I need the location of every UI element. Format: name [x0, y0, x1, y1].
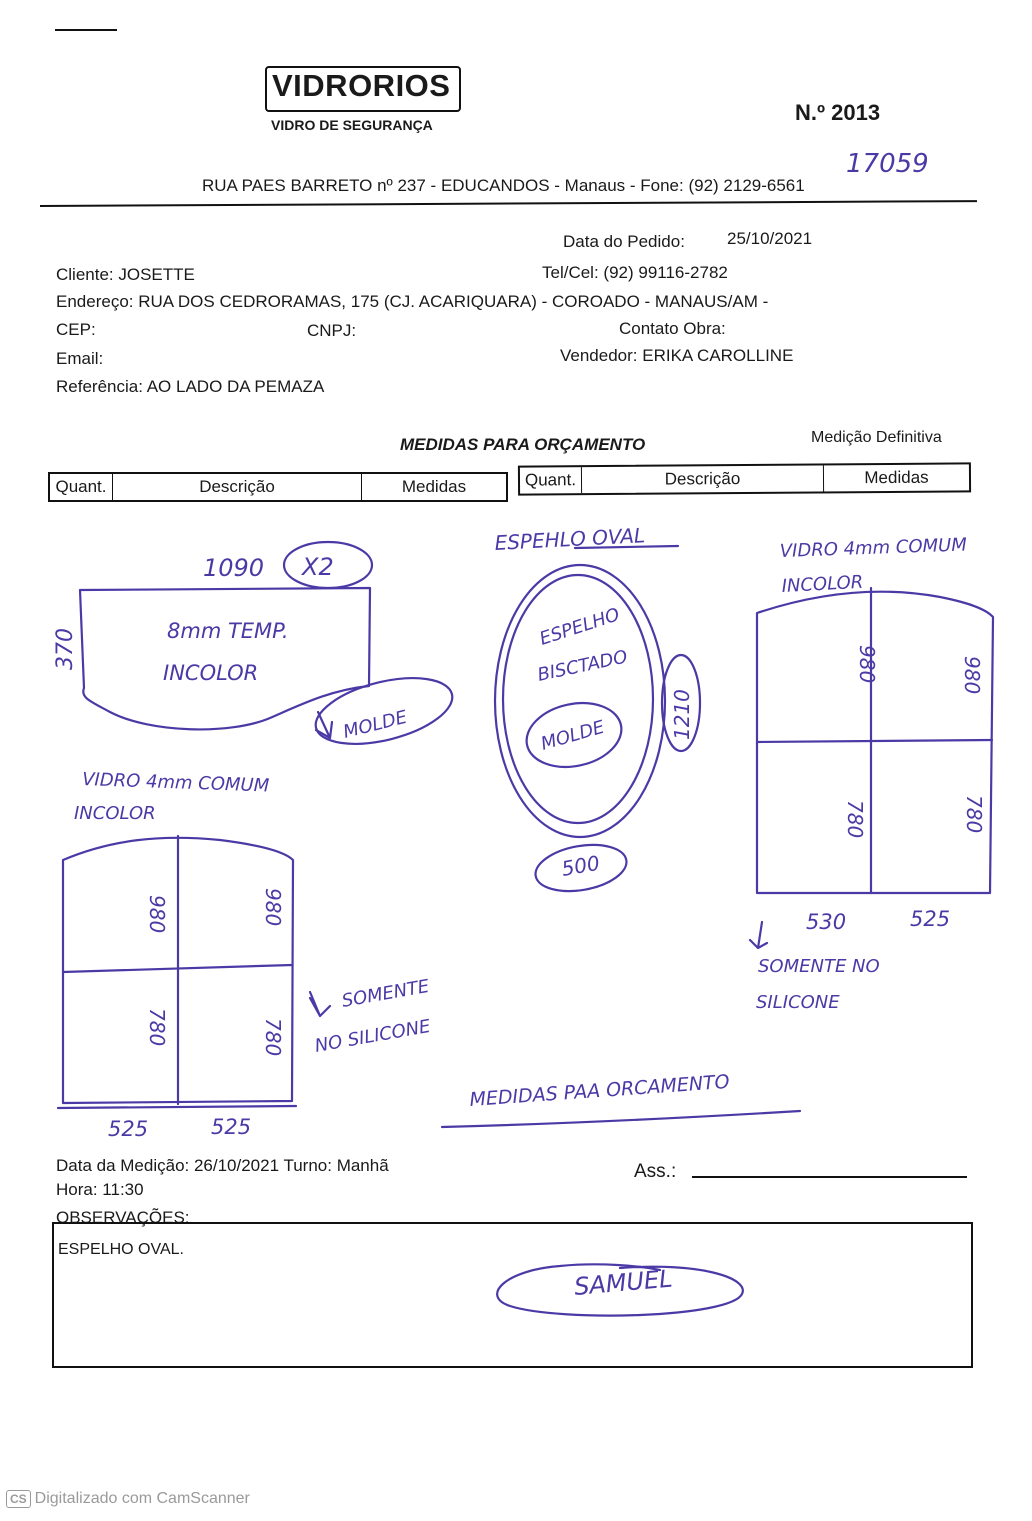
oval-height: 1210: [670, 689, 694, 740]
right-980a: 980: [855, 645, 879, 684]
right-somente: SOMENTE NO: [758, 956, 880, 977]
left-somente: SOMENTE: [340, 975, 431, 1012]
data-pedido-value: 25/10/2021: [727, 229, 813, 248]
referencia: Referência: AO LADO DA PEMAZA: [56, 377, 325, 396]
right-vidro-spec: VIDRO 4mm COMUM: [779, 534, 968, 562]
left-980b: 980: [261, 888, 285, 927]
left-vidro-spec: VIDRO 4mm COMUM: [81, 769, 270, 797]
assinatura-line: [692, 1176, 967, 1178]
contato-obra: Contato Obra:: [619, 319, 726, 338]
data-pedido-label: Data do Pedido:: [563, 232, 685, 251]
left-vidro-color: INCOLOR: [74, 803, 156, 824]
oval-label-1: ESPELHO: [537, 604, 623, 650]
times-2: X2: [302, 553, 334, 581]
glass-1-spec: 8mm TEMP.: [167, 619, 289, 643]
oval-mirror-outer: [495, 565, 665, 837]
right-780a: 780: [843, 800, 867, 839]
handwritten-order-number: 17059: [846, 149, 929, 179]
vendedor: Vendedor: ERIKA CAROLLINE: [560, 346, 794, 365]
medidas-note: MEDIDAS PAA ORCAMENTO: [468, 1070, 731, 1111]
left-arrow: [310, 992, 330, 1016]
col-quant: Quant.: [520, 467, 582, 493]
observacoes-label: OBSERVAÇÕES:: [56, 1208, 190, 1227]
telcel: Tel/Cel: (92) 99116-2782: [542, 263, 728, 282]
medidas-note-underline: [442, 1111, 800, 1127]
right-silicone: SILICONE: [756, 992, 840, 1013]
right-525: 525: [910, 907, 951, 931]
glass-piece-1-shape: [80, 588, 370, 729]
glass-1-color: INCOLOR: [163, 661, 259, 685]
left-780b: 780: [261, 1018, 285, 1057]
oval-label-2: BISCTADO: [535, 646, 630, 686]
observacoes-text: ESPELHO OVAL.: [58, 1241, 184, 1258]
right-vidro-color: INCOLOR: [781, 571, 864, 597]
document-number: N.º 2013: [795, 100, 881, 125]
logo-tagline: VIDRO DE SEGURANÇA: [271, 117, 433, 133]
hora: Hora: 11:30: [56, 1180, 144, 1199]
oval-width: 500: [559, 850, 602, 881]
width-1090: 1090: [203, 554, 265, 582]
cep: CEP:: [56, 320, 96, 339]
right-window-hmid: [757, 740, 992, 742]
signature: SAMUEL: [573, 1264, 674, 1301]
camscanner-icon: CS: [6, 1490, 31, 1508]
col-descricao: Descrição: [582, 465, 824, 493]
col-descricao: Descrição: [113, 474, 362, 500]
left-780a: 780: [145, 1008, 169, 1047]
right-780b: 780: [962, 795, 986, 834]
col-medidas: Medidas: [864, 467, 929, 488]
email: Email:: [56, 349, 104, 368]
left-silicone: NO SILICONE: [313, 1015, 433, 1057]
cliente: Cliente: JOSETTE: [56, 265, 195, 284]
right-980b: 980: [960, 656, 984, 695]
endereco: Endereço: RUA DOS CEDRORAMAS, 175 (CJ. ACARIQUARA) - COROADO - MANAUS/AM -: [56, 292, 769, 311]
camscanner-watermark: [6, 1490, 250, 1508]
height-370: 370: [53, 628, 78, 670]
right-arrow: [750, 922, 767, 948]
cnpj: CNPJ:: [307, 321, 357, 340]
oval-mirror-inner: [503, 575, 653, 823]
molde-label-1: MOLDE: [341, 706, 410, 743]
left-525b: 525: [211, 1115, 252, 1139]
company-address: RUA PAES BARRETO nº 237 - EDUCANDOS - Manaus - Fone: (92) 2129-6561: [202, 176, 805, 195]
molde-label-2: MOLDE: [538, 716, 607, 755]
oval-title: ESPEHLO OVAL: [494, 523, 646, 555]
assinatura-label: Ass.:: [634, 1161, 677, 1182]
right-530: 530: [806, 910, 847, 934]
observacoes-box: [52, 1222, 973, 1368]
left-980a: 980: [145, 895, 169, 934]
medicao-definitiva: Medição Definitiva: [811, 429, 942, 446]
left-window-base: [58, 1106, 296, 1108]
left-525a: 525: [108, 1117, 149, 1141]
logo: VIDRORIOS: [272, 68, 451, 103]
data-medicao: Data da Medição: 26/10/2021 Turno: Manhã: [56, 1156, 389, 1175]
col-quant: Quant.: [50, 474, 113, 500]
section-title: MEDIDAS PARA ORÇAMENTO: [400, 435, 646, 454]
camscanner-text: Digitalizado com CamScanner: [34, 1490, 250, 1507]
col-medidas: Medidas: [401, 477, 467, 496]
